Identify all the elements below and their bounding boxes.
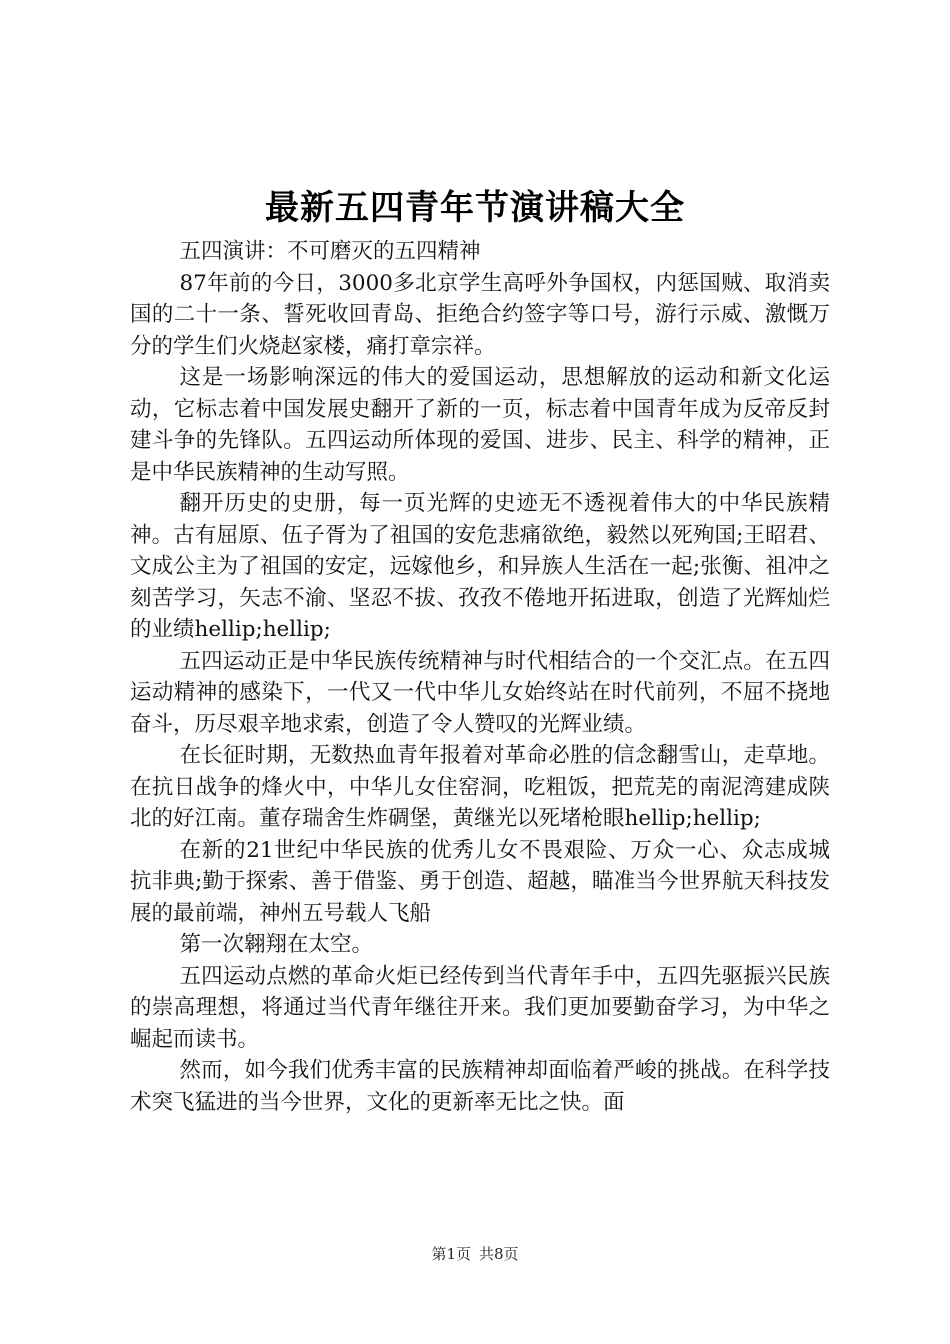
page-total: 共8页 <box>479 1245 519 1263</box>
paragraph: 然而，如今我们优秀丰富的民族精神却面临着严峻的挑战。在科学技术突飞猛进的当今世界，文化的更新率无比之快。面 <box>130 1058 830 1115</box>
paragraph: 五四运动正是中华民族传统精神与时代相结合的一个交汇点。在五四运动精神的感染下，一代又一代中华儿女始终站在时代前列，不屈不挠地奋斗，历尽艰辛地求索，创造了令人赞叹的光辉业绩。 <box>130 648 830 737</box>
paragraph-subtitle: 五四演讲：不可磨灭的五四精神 <box>179 239 481 264</box>
document-title: 最新五四青年节演讲稿大全 <box>265 188 685 228</box>
paragraph: 在新的21世纪中华民族的优秀儿女不畏艰险、万众一心、众志成城抗非典;勤于探索、善于借鉴、勇于创造、超越，瞄准当今世界航天科技发展的最前端，神州五号载人飞船 <box>130 837 830 926</box>
paragraph: 在长征时期，无数热血青年报着对革命必胜的信念翻雪山，走草地。在抗日战争的烽火中，中华儿女住窑洞，吃粗饭，把荒芜的南泥湾建成陕北的好江南。董存瑞舍生炸碉堡，黄继光以死堵枪眼hellip;hellip; <box>130 743 830 831</box>
document-body <box>130 236 830 1118</box>
paragraph: 87年前的今日，3000多北京学生高呼外争国权，内惩国贼、取消卖国的二十一条、誓死收回青岛、拒绝合约签字等口号，游行示威、激慨万分的学生们火烧赵家楼，痛打章宗祥。 <box>130 270 830 359</box>
page-footer <box>0 1244 950 1264</box>
paragraph: 这是一场影响深远的伟大的爱国运动，思想解放的运动和新文化运动，它标志着中国发展史翻开了新的一页，标志着中国青年成为反帝反封建斗争的先锋队。五四运动所体现的爱国、进步、民主、科学的精神，正是中华民族精神的生动写照。 <box>130 365 830 485</box>
paragraph: 第一次翱翔在太空。 <box>179 932 373 957</box>
paragraph: 翻开历史的史册，每一页光辉的史迹无不透视着伟大的中华民族精神。古有屈原、伍子胥为了祖国的安危悲痛欲绝，毅然以死殉国;王昭君、文成公主为了祖国的安定，远嫁他乡，和异族人生活在一起;张衡、祖冲之刻苦学习，矢志不渝、坚忍不拔、孜孜不倦地开拓进取，创造了光辉灿烂的业绩hellip;hellip; <box>130 491 830 642</box>
paragraph: 五四运动点燃的革命火炬已经传到当代青年手中，五四先驱振兴民族的崇高理想，将通过当代青年继往开来。我们更加要勤奋学习，为中华之崛起而读书。 <box>130 963 830 1052</box>
page-number: 第1页 <box>431 1245 471 1263</box>
